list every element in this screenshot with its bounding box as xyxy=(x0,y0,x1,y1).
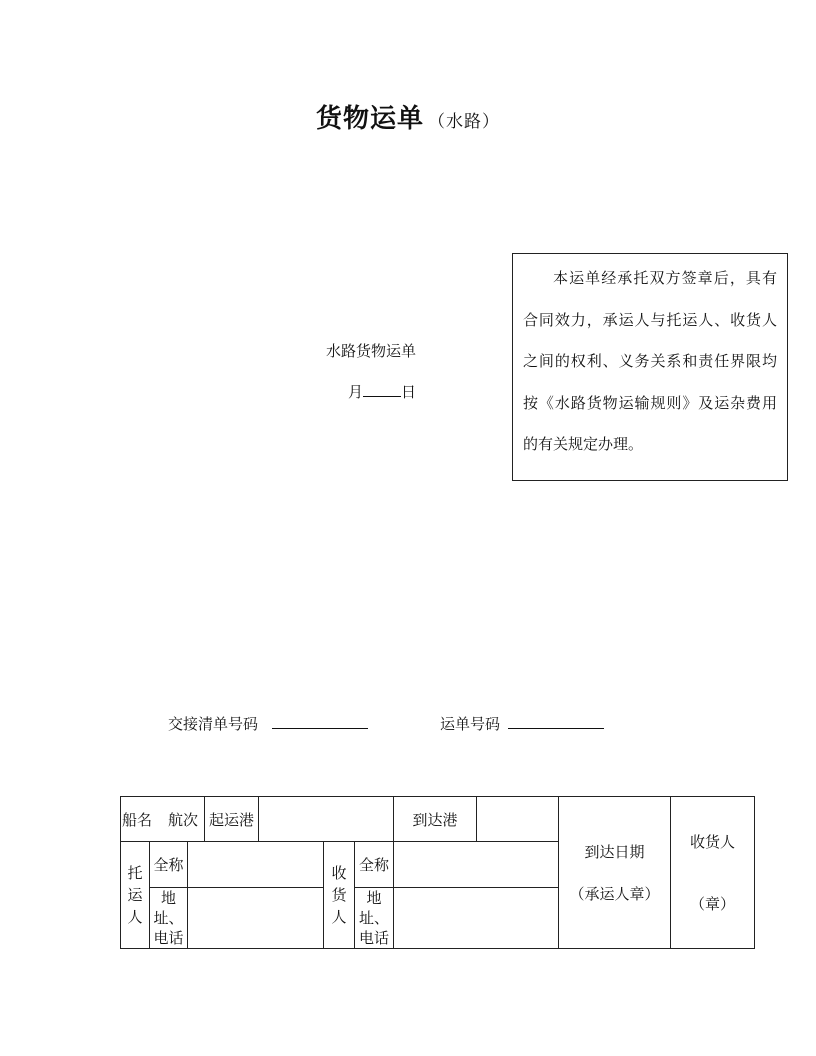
day-label: 日 xyxy=(400,383,416,401)
consignee-address-label: 地址、 电话 xyxy=(355,888,394,949)
arrival-port-value[interactable] xyxy=(477,797,559,842)
consignee-address-value[interactable] xyxy=(394,888,559,949)
waybill-type-label: 水路货物运单 xyxy=(325,342,416,360)
shipper-address-label: 地址、 电话 xyxy=(150,888,188,949)
handover-number-label: 交接清单号码 xyxy=(168,715,259,733)
waybill-form-table xyxy=(120,796,755,949)
handover-number-field xyxy=(168,713,368,734)
carrier-seal-label: （承运人章） xyxy=(569,884,660,903)
contract-notice-text: 本运单经承托双方签章后，具有合同效力，承运人与托运人、收货人之间的权利、义务关系和责任界限均按《水路货物运输规则》及运杂费用的有关规定办理。 xyxy=(523,269,777,453)
arrival-date-cell[interactable] xyxy=(559,797,671,949)
shipper-address-value[interactable] xyxy=(188,888,324,949)
ship-voyage-cell xyxy=(121,797,205,842)
departure-port-label: 起运港 xyxy=(205,797,259,842)
page-title xyxy=(0,98,816,135)
shipper-full-name-value[interactable] xyxy=(188,842,324,888)
title-main: 货物运单 xyxy=(315,104,424,134)
month-label: 月 xyxy=(347,383,363,401)
arrival-date-label: 到达日期 xyxy=(584,842,645,861)
handover-number-blank[interactable] xyxy=(272,714,368,729)
consignee-seal-label: （章） xyxy=(690,894,736,913)
shipper-full-name-label: 全称 xyxy=(150,842,188,888)
consignee-label-cell: 收 货 人 xyxy=(324,842,355,949)
waybill-number-label: 运单号码 xyxy=(440,715,501,733)
ship-name-label: 船名 xyxy=(122,810,153,829)
voyage-label: 航次 xyxy=(168,810,199,829)
consignee-seal-cell[interactable] xyxy=(671,797,755,949)
day-blank[interactable] xyxy=(363,382,401,397)
departure-port-value[interactable] xyxy=(259,797,394,842)
arrival-port-label: 到达港 xyxy=(394,797,477,842)
waybill-number-field xyxy=(440,713,604,734)
shipper-label-cell: 托 运 人 xyxy=(121,842,150,949)
consignee-full-name-label: 全称 xyxy=(355,842,394,888)
title-subtitle: （水路） xyxy=(428,112,500,132)
consignee-full-name-value[interactable] xyxy=(394,842,559,888)
consignee-col-label: 收货人 xyxy=(690,832,736,851)
waybill-number-blank[interactable] xyxy=(508,714,604,729)
contract-notice-box xyxy=(512,253,788,481)
date-line xyxy=(348,381,416,402)
